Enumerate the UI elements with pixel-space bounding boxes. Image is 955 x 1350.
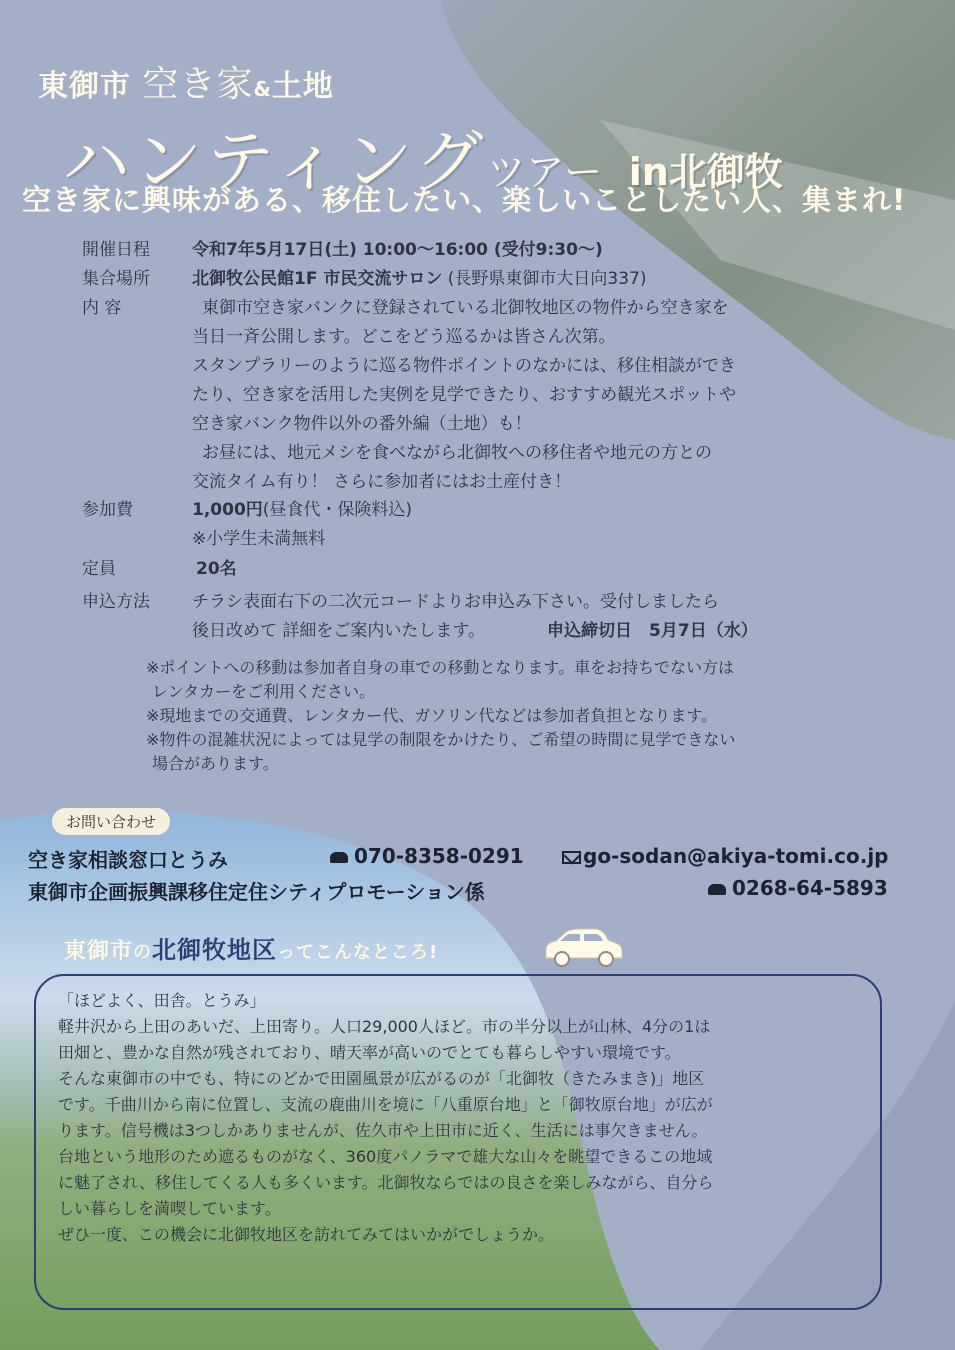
title-amp: & (253, 77, 272, 101)
content-line: 交流タイム有り！ さらに参加者にはお土産付き！ (192, 472, 572, 492)
title-hunting: ハンティング (62, 123, 488, 202)
mail-icon (562, 851, 581, 864)
fee-value: 1,000円 (192, 500, 263, 520)
place-address: (長野県東御市大日向337) (447, 269, 647, 289)
content-line: 当日一斉公開します。どこをどう巡るかは皆さん次第。 (192, 327, 616, 347)
area-line: に魅了され、移住してくる人も多くいます。北御牧ならではの良さを楽しみながら、自分ら (58, 1173, 714, 1192)
area-heading-no: の (133, 942, 153, 963)
apply-line: 後日改めて 詳細をご案内いたします。 (192, 621, 486, 641)
fee-value-block (192, 496, 412, 554)
capacity-label: 定員 (82, 559, 116, 579)
date-label: 開催日程 (82, 240, 150, 260)
note-line: ※物件の混雑状況によっては見学の制限をかけたり、ご希望の時間に見学できない (146, 730, 736, 749)
content-line: スタンプラリーのように巡る物件ポイントのなかには、移住相談ができ (192, 356, 736, 376)
area-line: 田畑と、豊かな自然が残されており、晴天率が高いのでとても暮らしやすい環境です。 (58, 1043, 681, 1062)
email-address[interactable]: go-sodan@akiya-tomi.co.jp (583, 844, 889, 868)
content-text (192, 294, 736, 497)
fee-label: 参加費 (82, 500, 133, 520)
contact-header: お問い合わせ (52, 808, 170, 835)
place-label: 集合場所 (82, 269, 150, 289)
contact-org1: 空き家相談窓口とうみ (28, 848, 228, 872)
area-heading-city: 東御市 (64, 939, 134, 964)
area-heading (64, 930, 438, 965)
note-line: ※現地までの交通費、レンタカー代、ガソリン代などは参加者負担となります。 (146, 706, 718, 725)
content-line: たり、空き家を活用した実例を見学できたり、おすすめ観光スポットや (192, 385, 737, 405)
title-city: 東御市 (38, 69, 131, 104)
title-akiya: 空き家 (142, 64, 254, 105)
capacity-value: 20名 (196, 559, 237, 579)
area-heading-district: 北御牧地区 (152, 936, 278, 964)
title-line1 (38, 56, 334, 107)
car-icon (540, 926, 624, 970)
content-line: 東御市空き家バンクに登録されている北御牧地区の物件から空き家を (202, 298, 729, 318)
note-line: ※ポイントへの移動は参加者自身の車での移動となります。車をお持ちでない方は (146, 658, 734, 677)
area-line: 「ほどよく、田舎。とうみ」 (58, 991, 266, 1010)
area-line: そんな東御市の中でも、特にのどかで田園風景が広がるのが「北御牧（きたみまき)」地区 (58, 1069, 705, 1088)
notes (146, 656, 735, 776)
apply-text (192, 588, 758, 646)
phone1-number[interactable]: 070-8358-0291 (354, 844, 524, 868)
content-line: 空き家バンク物件以外の番外編（土地）も！ (192, 414, 532, 434)
apply-label: 申込方法 (82, 592, 150, 612)
area-heading-tail: ってこんなところ! (277, 942, 439, 963)
deadline: 申込締切日 5月7日（水） (547, 621, 758, 641)
title-in: in (628, 150, 669, 194)
phone-icon (330, 852, 348, 863)
note-line: 場合があります。 (152, 754, 279, 773)
note-line: レンタカーをご利用ください。 (152, 682, 375, 701)
content-line: お昼には、地元メシを食べながら北御牧への移住者や地元の方との (202, 443, 712, 463)
tagline: 空き家に興味がある、移住したい、楽しいことしたい人、集まれ! (22, 183, 907, 217)
area-line: ります。信号機は3つしかありませんが、佐久市や上田市に近く、生活には事欠きません。 (58, 1121, 708, 1140)
contact-email (562, 844, 889, 868)
content-label: 内 容 (82, 298, 122, 318)
area-line: 軽井沢から上田のあいだ、上田寄り。人口29,000人ほど。市の半分以上が山林、4分の1は (58, 1017, 711, 1036)
contact-phone1 (330, 844, 524, 868)
title-place: 北御牧 (668, 150, 783, 194)
title-land: 土地 (271, 69, 334, 104)
apply-line: チラシ表面右下の二次元コードよりお申込み下さい。受付しましたら (192, 592, 719, 612)
contact-phone2 (708, 876, 888, 900)
phone2-number[interactable]: 0268-64-5893 (732, 876, 888, 900)
title-tour: ツアー (487, 150, 604, 194)
place-value (192, 265, 646, 294)
area-line: です。千曲川から南に位置し、支流の鹿曲川を境に「八重原台地」と「御牧原台地」が広が (58, 1095, 713, 1114)
fee-sub: ※小学生未満無料 (192, 529, 326, 549)
area-line: しい暮らしを満喫しています。 (58, 1199, 281, 1218)
fee-note: (昼食代・保険料込) (262, 500, 413, 520)
area-line: ぜひ一度、この機会に北御牧地区を訪れてみてはいかがでしょうか。 (58, 1225, 555, 1244)
date-value: 令和7年5月17日(土) 10:00～16:00 (受付9:30～) (192, 240, 603, 260)
place-name: 北御牧公民館1F 市民交流サロン (192, 269, 443, 289)
area-description (58, 988, 714, 1248)
area-line: 台地という地形のため遮るものがなく、360度パノラマで雄大な山々を眺望できるこの地域 (58, 1147, 713, 1166)
phone-icon (708, 884, 726, 895)
contact-org2: 東御市企画振興課移住定住シティプロモーション係 (28, 880, 485, 904)
